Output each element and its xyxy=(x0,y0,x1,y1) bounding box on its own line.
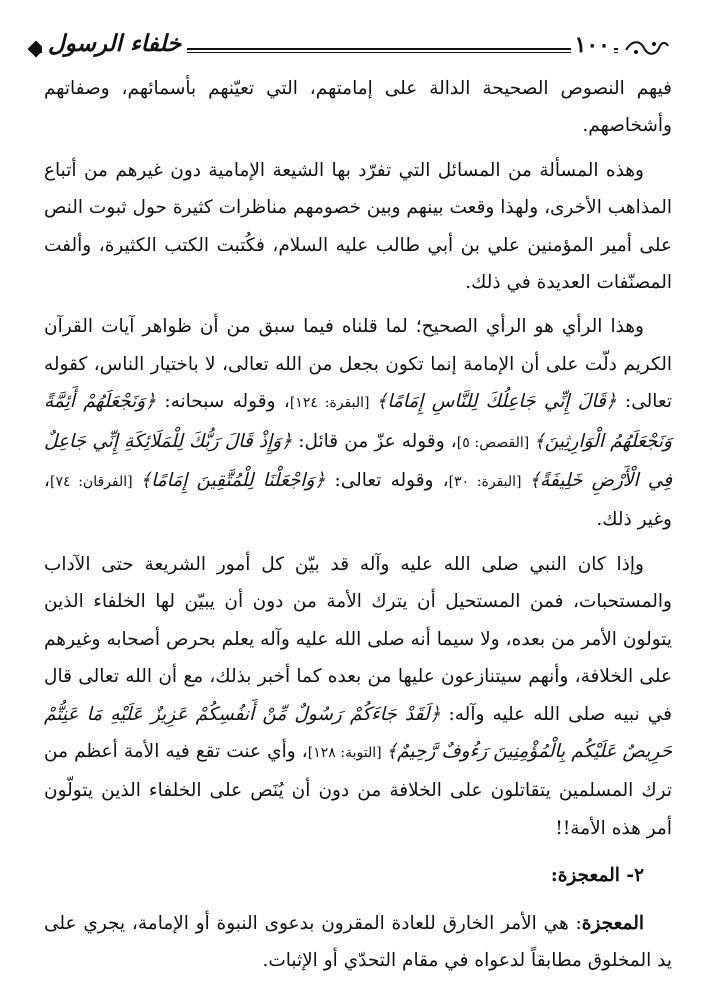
verse-reference: [البقرة: ٣٠] xyxy=(448,474,530,491)
paragraph-2: وهذه المسألة من المسائل التي تفرّد بها الشيعة الإمامية دون غيرهم من أتباع المذاهب الأخرى، ولهذا وقعت بينهم وبين خصومهم مناظرات كثيرة حول ثبوت النص على أمير المؤمنين علي بن أبي طالب عليه السلام، فكُتبت الكتب الكثيرة، وألفت المصنّفات العديدة في ذلك. xyxy=(44,159,672,294)
quran-verse: ﴿وَنَجْعَلَهُمْ أَئِمَّةً وَنَجْعَلَهُمُ الْوَارِثِينَ﴾ xyxy=(44,391,673,452)
verse-reference: [الفرقان: ٧٤] xyxy=(49,474,141,491)
paragraph-3-text-b: ، وقوله سبحانه: xyxy=(156,391,290,413)
paragraph-3-text-e: ، وغير ذلك. xyxy=(44,470,672,531)
page-body xyxy=(44,70,672,979)
verse-reference: [التوبة: ١٢٨] xyxy=(307,744,387,761)
paragraph-3-text-a: وهذا الرأي هو الرأي الصحيح؛ لما قلناه فيما سبق من أن ظواهر آيات القرآن الكريم دلّت على أن الإمامة إنما تكون بجعل من الله تعالى، لا باختيار الناس، كقوله تعالى: xyxy=(44,316,672,413)
quran-verse: ﴿وَاجْعَلْنَا لِلْمُتَّقِينَ إِمَامًا﴾ xyxy=(140,470,326,492)
quran-verse: ﴿لَقَدْ جَاءَكُمْ رَسُولٌ مِّنْ أَنفُسِكُمْ عَزِيزٌ عَلَيْهِ مَا عَنِتُّمْ حَرِيصٌ عَلَيْكُم بِالْمُؤْمِنِينَ رَءُوفٌ رَّحِيمٌ﴾ xyxy=(44,703,673,762)
paragraph-3-text-d: ، وقوله تعالى: xyxy=(325,470,449,492)
page-header xyxy=(28,30,674,70)
section-heading: ٢- المعجزة: xyxy=(550,865,644,887)
definition-term: المعجزة xyxy=(581,912,644,934)
paragraph-3-text-c: ، وقوله عزّ من قائل: xyxy=(292,430,457,452)
definition-text: : هي الأمر الخارق للعادة المقرون بدعوى النبوة أو الإمامة، يجري على يد المخلوق مطابقاً لدعواه في مقام التحدّي أو الإثبات. xyxy=(44,912,672,971)
verse-reference: [البقرة: ١٢٤] xyxy=(289,395,377,412)
definition-paragraph xyxy=(44,905,672,980)
ornament-icon xyxy=(624,36,670,60)
paragraph-4-text-b: ، وأي عنت تقع فيه الأمة أعظم من ترك المسلمين يتقاتلون على الخلافة من دون أن يُنَص على الخلفاء الذين يتولّون أمر هذه الأمة!! xyxy=(44,740,672,839)
paragraph-3 xyxy=(44,308,672,538)
quran-verse: ﴿قَالَ إِنِّي جَاعِلُكَ لِلنَّاسِ إِمَامًا﴾ xyxy=(376,391,617,413)
quran-verse: ﴿وَإِذْ قَالَ رَبُّكَ لِلْمَلَائِكَةِ إِنِّي جَاعِلٌ فِي الْأَرْضِ خَلِيفَةً﴾ xyxy=(44,430,672,492)
verse-reference: [القصص: ٥] xyxy=(456,434,534,451)
page-number: ١٠٠ xyxy=(571,32,614,58)
book-title: خلفاء الرسول xyxy=(42,30,187,57)
paragraph-1: فيهم النصوص الصحيحة الدالة على إمامتهم، التي تعيّنهم بأسمائهم، وصفاتهم وأشخاصهم. xyxy=(44,78,672,137)
paragraph-4 xyxy=(44,546,672,847)
paragraph-4-text-a: وإذا كان النبي صلى الله عليه وآله قد بيّن كل أمور الشريعة حتى الآداب والمستحبات، فمن المستحيل أن يترك الأمة من دون أن يبيّن لها الخلفاء الذين يتولون الأمر من بعده، ولا سيما أنه صلى الله عليه وآله يعلم بحرص أصحابه وغيرهم على الخلافة، وأنهم سيتنازعون عليها من بعده كما أخبر بذلك، مع أن الله تعالى قال في نبيه صلى الله عليه وآله: xyxy=(44,553,672,725)
